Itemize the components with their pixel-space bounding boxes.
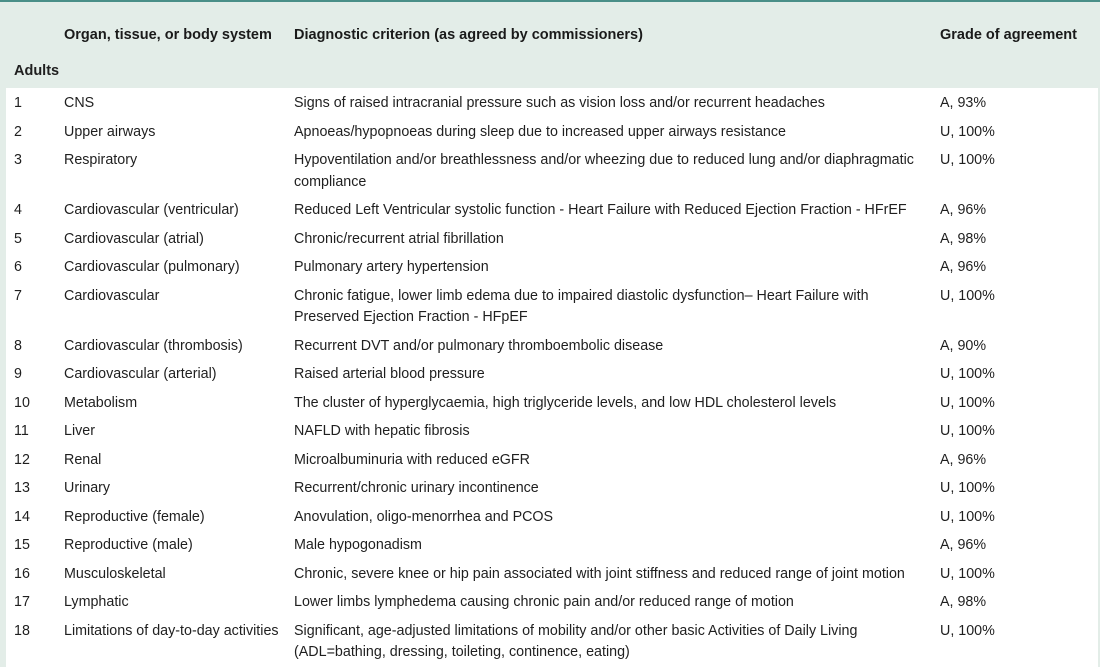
criteria-table [6, 2, 1098, 667]
row-number: 8 [6, 332, 56, 361]
header-criterion: Diagnostic criterion (as agreed by commissioners) [286, 2, 932, 54]
row-organ: Cardiovascular (thrombosis) [56, 332, 286, 361]
row-criterion: Chronic fatigue, lower limb edema due to impaired diastolic dysfunction– Heart Failure with Preserved Ejection Fraction - HFpEF [286, 282, 932, 332]
row-grade: U, 100% [932, 560, 1098, 589]
section-label: Adults [6, 54, 1098, 88]
row-organ: CNS [56, 88, 286, 118]
table-row [6, 417, 1098, 446]
table-row [6, 474, 1098, 503]
row-number: 6 [6, 253, 56, 282]
row-grade: U, 100% [932, 417, 1098, 446]
row-criterion: Recurrent/chronic urinary incontinence [286, 474, 932, 503]
table-row [6, 282, 1098, 332]
row-organ: Limitations of day-to-day activities [56, 617, 286, 667]
row-criterion: The cluster of hyperglycaemia, high triglyceride levels, and low HDL cholesterol levels [286, 389, 932, 418]
row-criterion: Recurrent DVT and/or pulmonary thromboembolic disease [286, 332, 932, 361]
row-grade: U, 100% [932, 282, 1098, 332]
header-organ: Organ, tissue, or body system [56, 2, 286, 54]
table-row [6, 118, 1098, 147]
table-row [6, 146, 1098, 196]
table-row [6, 503, 1098, 532]
header-number [6, 2, 56, 54]
row-number: 16 [6, 560, 56, 589]
row-organ: Urinary [56, 474, 286, 503]
table-row [6, 253, 1098, 282]
table-row [6, 332, 1098, 361]
row-grade: U, 100% [932, 146, 1098, 196]
row-number: 13 [6, 474, 56, 503]
row-criterion: Lower limbs lymphedema causing chronic pain and/or reduced range of motion [286, 588, 932, 617]
row-organ: Lymphatic [56, 588, 286, 617]
row-organ: Liver [56, 417, 286, 446]
table-body [6, 88, 1098, 667]
row-grade: A, 96% [932, 253, 1098, 282]
row-criterion: Anovulation, oligo-menorrhea and PCOS [286, 503, 932, 532]
row-grade: U, 100% [932, 503, 1098, 532]
row-grade: U, 100% [932, 360, 1098, 389]
row-number: 18 [6, 617, 56, 667]
row-organ: Renal [56, 446, 286, 475]
row-criterion: NAFLD with hepatic fibrosis [286, 417, 932, 446]
row-grade: U, 100% [932, 118, 1098, 147]
table-row [6, 617, 1098, 667]
row-number: 10 [6, 389, 56, 418]
table-row [6, 588, 1098, 617]
row-number: 5 [6, 225, 56, 254]
row-organ: Cardiovascular (pulmonary) [56, 253, 286, 282]
row-number: 7 [6, 282, 56, 332]
row-number: 4 [6, 196, 56, 225]
row-number: 14 [6, 503, 56, 532]
row-grade: U, 100% [932, 389, 1098, 418]
section-adults [6, 54, 1098, 88]
row-organ: Cardiovascular (atrial) [56, 225, 286, 254]
row-number: 12 [6, 446, 56, 475]
row-criterion: Chronic, severe knee or hip pain associated with joint stiffness and reduced range of joint motion [286, 560, 932, 589]
table-row [6, 360, 1098, 389]
row-criterion: Hypoventilation and/or breathlessness and/or wheezing due to reduced lung and/or diaphragmatic compliance [286, 146, 932, 196]
row-organ: Cardiovascular [56, 282, 286, 332]
row-criterion: Reduced Left Ventricular systolic function - Heart Failure with Reduced Ejection Fraction - HFrEF [286, 196, 932, 225]
row-grade: A, 96% [932, 446, 1098, 475]
table-row [6, 560, 1098, 589]
row-number: 15 [6, 531, 56, 560]
row-criterion: Chronic/recurrent atrial fibrillation [286, 225, 932, 254]
row-number: 11 [6, 417, 56, 446]
row-criterion: Signs of raised intracranial pressure such as vision loss and/or recurrent headaches [286, 88, 932, 118]
row-number: 17 [6, 588, 56, 617]
row-number: 2 [6, 118, 56, 147]
row-grade: A, 98% [932, 225, 1098, 254]
table-row [6, 446, 1098, 475]
row-number: 1 [6, 88, 56, 118]
table-row [6, 196, 1098, 225]
row-number: 3 [6, 146, 56, 196]
row-criterion: Significant, age-adjusted limitations of mobility and/or other basic Activities of Daily Living (ADL=bathing, dressing, toileting, continence, eating) [286, 617, 932, 667]
row-grade: A, 96% [932, 531, 1098, 560]
row-grade: U, 100% [932, 617, 1098, 667]
row-criterion: Microalbuminuria with reduced eGFR [286, 446, 932, 475]
row-organ: Respiratory [56, 146, 286, 196]
table-header [6, 2, 1098, 54]
row-criterion: Pulmonary artery hypertension [286, 253, 932, 282]
header-grade: Grade of agreement [932, 2, 1098, 54]
row-organ: Cardiovascular (arterial) [56, 360, 286, 389]
row-grade: A, 93% [932, 88, 1098, 118]
row-grade: U, 100% [932, 474, 1098, 503]
row-organ: Cardiovascular (ventricular) [56, 196, 286, 225]
table-row [6, 531, 1098, 560]
table-row [6, 225, 1098, 254]
row-organ: Reproductive (male) [56, 531, 286, 560]
row-organ: Metabolism [56, 389, 286, 418]
row-organ: Reproductive (female) [56, 503, 286, 532]
table-row [6, 88, 1098, 118]
row-criterion: Male hypogonadism [286, 531, 932, 560]
row-number: 9 [6, 360, 56, 389]
row-grade: A, 90% [932, 332, 1098, 361]
row-organ: Musculoskeletal [56, 560, 286, 589]
row-grade: A, 98% [932, 588, 1098, 617]
table-row [6, 389, 1098, 418]
row-grade: A, 96% [932, 196, 1098, 225]
row-criterion: Apnoeas/hypopnoeas during sleep due to increased upper airways resistance [286, 118, 932, 147]
row-organ: Upper airways [56, 118, 286, 147]
row-criterion: Raised arterial blood pressure [286, 360, 932, 389]
